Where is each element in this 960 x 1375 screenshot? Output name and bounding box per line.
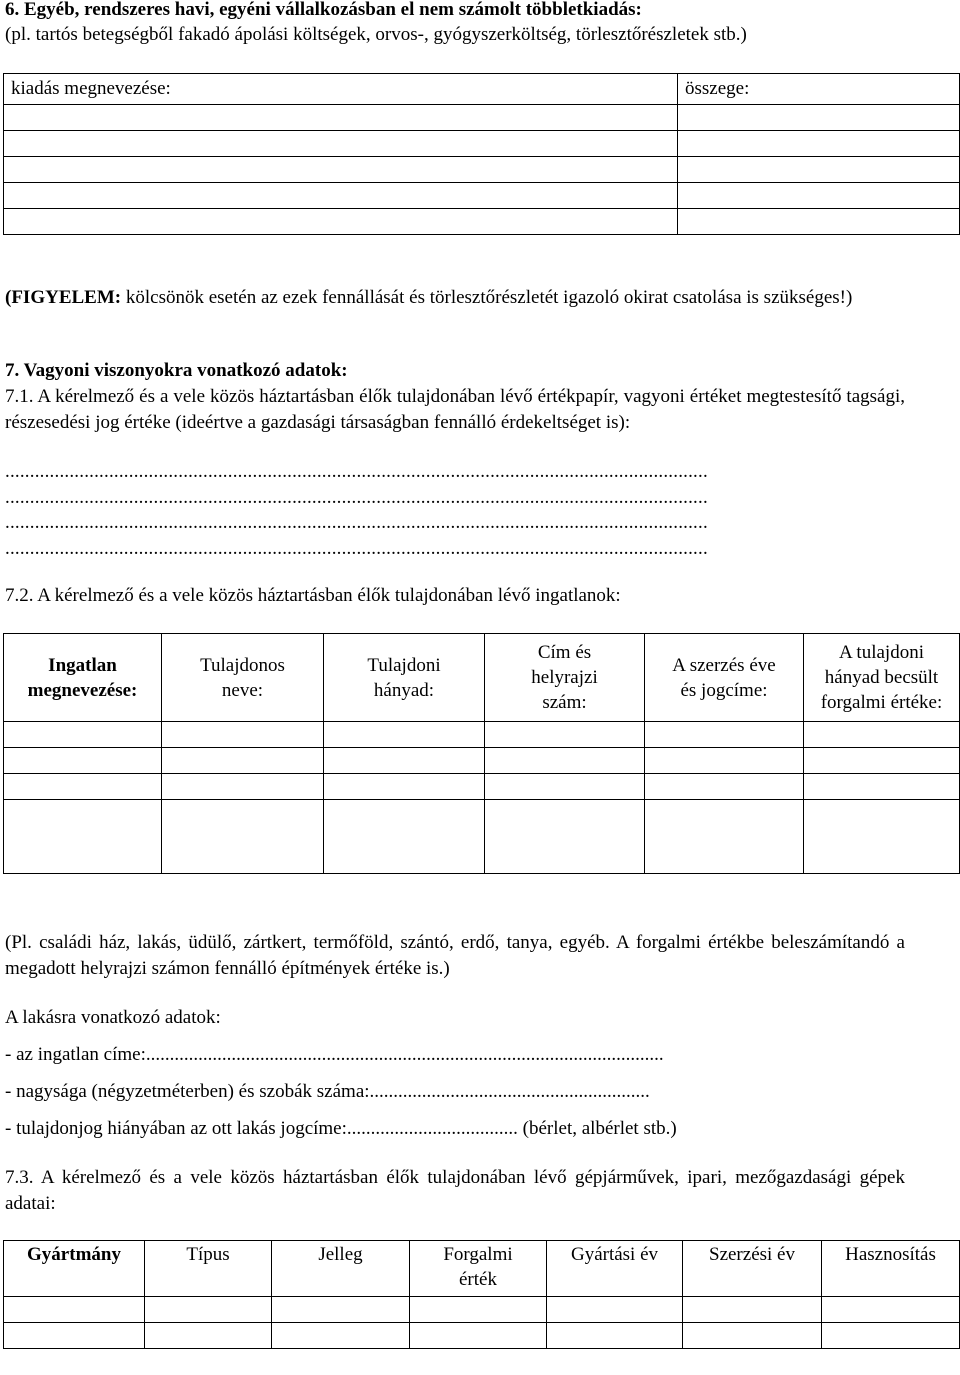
- table-cell[interactable]: [324, 748, 485, 774]
- market-value-header: Forgalmi érték: [410, 1241, 547, 1297]
- table-cell[interactable]: [162, 748, 324, 774]
- expense-name-header: kiadás megnevezése:: [4, 74, 678, 105]
- table-cell[interactable]: [804, 748, 960, 774]
- table-cell[interactable]: [645, 800, 804, 874]
- table-cell[interactable]: [272, 1297, 410, 1323]
- table-cell[interactable]: [804, 800, 960, 874]
- section-7-2-text: 7.2. A kérelmező és a vele közös háztartásban élők tulajdonában lévő ingatlanok:: [5, 585, 621, 606]
- ownership-share-header: Tulajdoni hányad:: [324, 634, 485, 722]
- manufacture-year-header: Gyártási év: [547, 1241, 683, 1297]
- model-header: Típus: [145, 1241, 272, 1297]
- vehicle-table: [3, 1240, 960, 1349]
- table-cell[interactable]: [162, 800, 324, 874]
- expense-amount-cell[interactable]: [678, 183, 960, 209]
- address-header: Cím és helyrajzi szám:: [485, 634, 645, 722]
- table-cell[interactable]: [4, 1297, 145, 1323]
- property-type-header: Ingatlan megnevezése:: [4, 634, 162, 722]
- table-cell[interactable]: [547, 1323, 683, 1349]
- expense-amount-cell[interactable]: [678, 157, 960, 183]
- table-cell[interactable]: [162, 774, 324, 800]
- notice-label: (FIGYELEM:: [5, 287, 122, 308]
- owner-name-header: Tulajdonos neve:: [162, 634, 324, 722]
- section-7-3-text: 7.3. A kérelmező és a vele közös háztartásban élők tulajdonában lévő gépjárművek, ipari, mezőgazdasági gépek adatai:: [5, 1167, 905, 1214]
- expense-amount-cell[interactable]: [678, 209, 960, 235]
- table-cell[interactable]: [645, 774, 804, 800]
- expense-table: [3, 73, 960, 235]
- table-cell[interactable]: [485, 722, 645, 748]
- table-cell[interactable]: [410, 1323, 547, 1349]
- acquisition-year-header: Szerzési év: [683, 1241, 822, 1297]
- section-7-1-text: 7.1. A kérelmező és a vele közös háztartásban élők tulajdonában lévő értékpapír, vagyoni értéket megtestesítő tagsági, részesedési jog értéke (ideértve a gazdasági társaságban fennálló érdekeltséget is):: [5, 386, 905, 433]
- table-cell[interactable]: [162, 722, 324, 748]
- table-cell[interactable]: [645, 722, 804, 748]
- property-note: (Pl. családi ház, lakás, üdülő, zártkert, termőföld, szántó, erdő, tanya, egyéb. A forgalmi értékbe beleszámítandó a megadott helyrajzi számon fennálló építmények értéke is.): [5, 932, 905, 979]
- flat-size-line[interactable]: - nagysága (négyzetméterben) és szobák száma:...........................................................: [5, 1081, 650, 1102]
- notice-text: kölcsönök esetén az ezek fennállását és törlesztőrészletét igazoló okirat csatolása is szükséges!): [121, 287, 853, 308]
- answer-dotline[interactable]: ..............................................................................................................................................: [5, 487, 708, 508]
- table-cell[interactable]: [4, 800, 162, 874]
- flat-address-line[interactable]: - az ingatlan címe:.............................................................................................................: [5, 1044, 664, 1065]
- table-cell[interactable]: [410, 1297, 547, 1323]
- answer-dotline[interactable]: ..............................................................................................................................................: [5, 512, 708, 533]
- table-cell[interactable]: [145, 1323, 272, 1349]
- table-cell[interactable]: [547, 1297, 683, 1323]
- flat-title-line[interactable]: - tulajdonjog hiányában az ott lakás jogcíme:.................................... (bérlet, albérlet stb.): [5, 1118, 677, 1139]
- usage-header: Hasznosítás: [822, 1241, 960, 1297]
- expense-name-cell[interactable]: [4, 157, 678, 183]
- table-cell[interactable]: [324, 800, 485, 874]
- table-cell[interactable]: [683, 1323, 822, 1349]
- table-cell[interactable]: [804, 722, 960, 748]
- table-cell[interactable]: [4, 774, 162, 800]
- kind-header: Jelleg: [272, 1241, 410, 1297]
- table-cell[interactable]: [822, 1297, 960, 1323]
- acquisition-header: A szerzés éve és jogcíme:: [645, 634, 804, 722]
- table-cell[interactable]: [324, 774, 485, 800]
- expense-name-cell[interactable]: [4, 209, 678, 235]
- answer-dotline[interactable]: ..............................................................................................................................................: [5, 461, 708, 482]
- table-cell[interactable]: [485, 748, 645, 774]
- expense-amount-cell[interactable]: [678, 131, 960, 157]
- manufacturer-header: Gyártmány: [4, 1241, 145, 1297]
- expense-amount-cell[interactable]: [678, 105, 960, 131]
- expense-name-cell[interactable]: [4, 131, 678, 157]
- section-7-title: 7. Vagyoni viszonyokra vonatkozó adatok:: [5, 360, 348, 381]
- table-cell[interactable]: [485, 800, 645, 874]
- table-cell[interactable]: [4, 748, 162, 774]
- market-value-header: A tulajdoni hányad becsült forgalmi értéke:: [804, 634, 960, 722]
- expense-name-cell[interactable]: [4, 183, 678, 209]
- expense-amount-header: összege:: [678, 74, 960, 105]
- table-cell[interactable]: [804, 774, 960, 800]
- table-cell[interactable]: [4, 1323, 145, 1349]
- property-table: [3, 633, 960, 874]
- table-cell[interactable]: [683, 1297, 822, 1323]
- section-6-subtitle: (pl. tartós betegségből fakadó ápolási költségek, orvos-, gyógyszerköltség, törlesztőrészletek stb.): [5, 24, 747, 45]
- table-cell[interactable]: [645, 748, 804, 774]
- expense-name-cell[interactable]: [4, 105, 678, 131]
- loan-notice: [5, 285, 905, 311]
- table-cell[interactable]: [145, 1297, 272, 1323]
- flat-heading: A lakásra vonatkozó adatok:: [5, 1007, 221, 1028]
- table-cell[interactable]: [272, 1323, 410, 1349]
- section-6-title: 6. Egyéb, rendszeres havi, egyéni vállalkozásban el nem számolt többletkiadás:: [5, 0, 642, 20]
- table-cell[interactable]: [324, 722, 485, 748]
- table-cell[interactable]: [4, 722, 162, 748]
- table-cell[interactable]: [822, 1323, 960, 1349]
- answer-dotline[interactable]: ..............................................................................................................................................: [5, 538, 708, 559]
- table-cell[interactable]: [485, 774, 645, 800]
